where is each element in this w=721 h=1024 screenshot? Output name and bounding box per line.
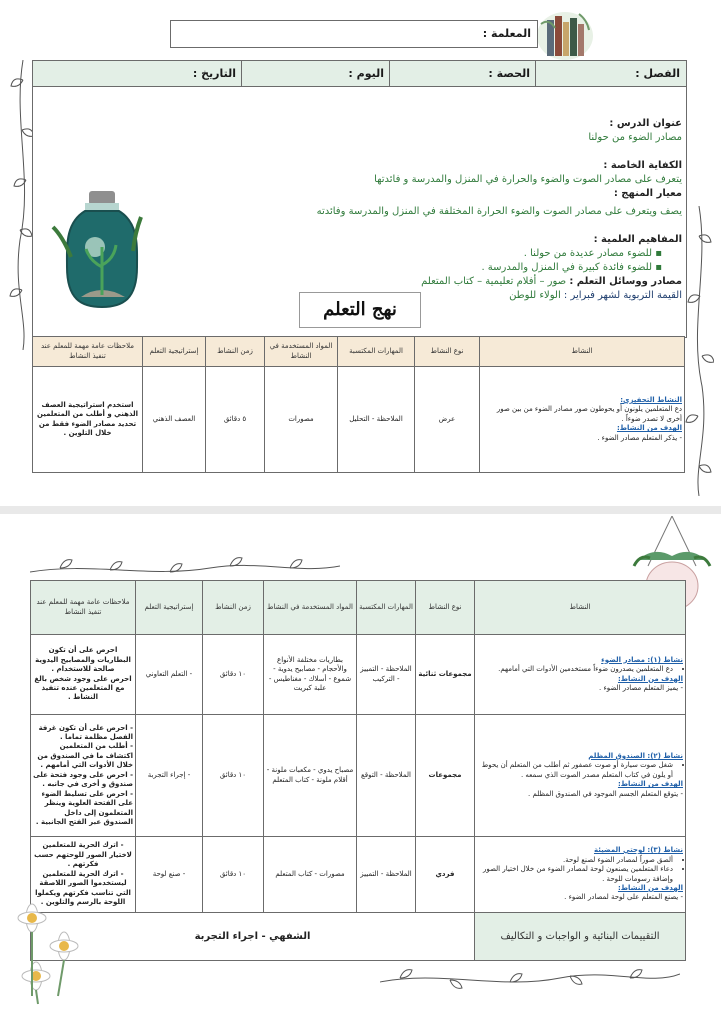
value-line — [162, 289, 682, 303]
vine-bottom-decoration-icon — [380, 956, 680, 996]
class-info-bar — [32, 60, 687, 88]
materials-cell: مصورات - كتاب المتعلم — [264, 837, 357, 913]
activity-cell — [475, 635, 686, 715]
vine-top-decoration-icon — [30, 556, 340, 580]
competency-text: يتعرف على مصادر الصوت والضوء والحرارة في المنزل والمدرسة و فائدتها — [374, 174, 682, 185]
notes-cell: استخدم استراتيجية العصف الذهني و أطلب من المتعلمين تحديد مصادر الضوء فقط من خلال التلوين . — [33, 367, 143, 473]
materials-cell: بطاريات مختلفة الأنواع والأحجام - مصابيح يدوية - شموع - أسلاك - مغناطيس - علبة كبريت — [264, 635, 357, 715]
note-line: احرص على أن تكون البطاريات والمصابيح اليدوية صالحة للاستخدام . — [35, 646, 131, 674]
col-materials: المواد المستخدمة في النشاط — [264, 581, 357, 635]
note-line: - اترك الحرية للمتعلمين ليستخدموا الصور اللاصقة التي تناسب فكرتهم ويكملوا اللوحة بالرسم والتلوين . — [35, 869, 131, 907]
strategy-cell: - صنع لوحة — [136, 837, 203, 913]
plant-jar-illustration-icon — [45, 187, 155, 312]
concept-item-2: ▪ للضوء فائدة كبيرة في المنزل والمدرسة . — [481, 262, 662, 273]
note-line: احرص على وجود شخص بالغ مع المتعلمين عنده تنفيذ النشاط . — [34, 674, 132, 702]
activity-title: نشاط (١): مصادر الضوء — [601, 655, 683, 664]
vine-right-decoration-icon — [684, 206, 714, 496]
day-label: اليوم : — [348, 67, 384, 80]
type-cell: مجموعات — [416, 715, 475, 837]
time-cell: ٥ دقائق — [206, 367, 265, 473]
table-row — [31, 837, 686, 913]
goal-label: الهدف من النشاط: — [617, 883, 683, 892]
table-row — [31, 715, 686, 837]
notes-cell — [31, 635, 136, 715]
strategy-cell: - التعلم التعاوني — [136, 635, 203, 715]
note-line: - اترك الحرية للمتعلمين لاختيار الصور للوحتهم حسب فكرتهم . — [34, 841, 132, 869]
materials-cell: مصباح يدوي - مكعبات ملونة - أقلام ملونة - كتاب المتعلم — [264, 715, 357, 837]
curriculum-label: معيار المنهج : — [613, 188, 682, 199]
skills-cell: الملاحظة - التحليل — [338, 367, 415, 473]
activity-title: نشاط (٢): الصندوق المظلم — [588, 751, 683, 760]
activity-line: • دع المتعلمين يصدرون ضوءاً مستخدمين الأدوات التي أمامهم. — [477, 665, 673, 674]
note-line: - احرص على تسليط الضوء على الفتحة العلوية وينظر المتعلمون إلى داخل الصندوق عبر الفتح الجانبية . — [35, 789, 133, 826]
activity-cell — [475, 715, 686, 837]
goal-label: الهدف من النشاط: — [616, 424, 682, 433]
time-cell: ١٠ دقائق — [203, 715, 264, 837]
goal-text: - يصنع المتعلم على لوحة لمصادر الضوء . — [564, 893, 683, 902]
period-label: الحصة : — [488, 67, 530, 80]
teacher-label: المعلمة : — [482, 27, 531, 40]
col-strategy: إستراتيجية التعلم — [143, 337, 206, 367]
table-row — [33, 367, 685, 473]
goal-label: الهدف من النشاط: — [617, 674, 683, 683]
time-cell: ١٠ دقائق — [203, 635, 264, 715]
table-row — [31, 635, 686, 715]
type-cell: عرض — [415, 367, 480, 473]
goal-text: - يميز المتعلم مصادر الضوء . — [599, 683, 683, 692]
col-time: زمن النشاط — [206, 337, 265, 367]
col-time: زمن النشاط — [203, 581, 264, 635]
assessment-row — [31, 913, 686, 961]
type-cell: فردي — [416, 837, 475, 913]
col-notes: ملاحظات عامة مهمة للمعلم عند تنفيذ النشاط — [33, 337, 143, 367]
col-activity: النشاط — [480, 337, 685, 367]
col-skills: المهارات المكتسبة — [338, 337, 415, 367]
col-type: نوع النشاط — [415, 337, 480, 367]
page-1 — [0, 0, 721, 506]
lesson-title-label: عنوان الدرس : — [609, 118, 682, 129]
curriculum-text: يصف ويتعرف على مصادر الصوت والضوء الحرارة المختلفة في المنزل والمدرسة وفائدته — [316, 206, 682, 217]
col-activity: النشاط — [475, 581, 686, 635]
type-cell: مجموعات ثنائية — [416, 635, 475, 715]
skills-cell: الملاحظة - التمييز — [357, 837, 416, 913]
lesson-details — [32, 86, 687, 338]
materials-cell: مصورات — [265, 367, 338, 473]
grade-label: الفصل : — [635, 67, 680, 80]
assessment-label: التقييمات البنائية و الواجبات و التكاليف — [475, 913, 686, 961]
assessment-value: الشفهي - اجراء التجربة — [31, 913, 475, 961]
resources-label: مصادر ووسائل التعلم : — [569, 276, 682, 287]
activity-line: • ألصق صوراً لمصادر الضوء لصنع لوحة. — [477, 856, 673, 865]
skills-cell: الملاحظة - التمييز - التركيب — [357, 635, 416, 715]
books-decoration-icon — [535, 4, 595, 62]
goal-label: الهدف من النشاط: — [617, 780, 683, 789]
competency-label: الكفاية الخاصة : — [603, 160, 682, 171]
activity-cell — [480, 367, 685, 473]
activity-line: • دعاء المتعلمين يصنعون لوحة لمصادر الضوء من خلال اختيار الصور وإضافة رسومات للوحة . — [477, 865, 673, 884]
strategy-cell: العصف الذهني — [143, 367, 206, 473]
col-skills: المهارات المكتسبة — [357, 581, 416, 635]
teacher-field[interactable] — [170, 20, 538, 48]
skills-cell: الملاحظة - التوقع — [357, 715, 416, 837]
daisy-flowers-decoration-icon — [2, 896, 92, 1006]
goal-text: - يتوقع المتعلم الجسم الموجود في الصندوق المظلم . — [528, 789, 683, 798]
activity-title: النشاط التحفيزي: — [620, 395, 682, 404]
resources-line — [162, 275, 682, 289]
col-type: نوع النشاط — [416, 581, 475, 635]
note-line: - احرص على وجود فتحة على صندوق و أخرى في جانبه . — [33, 770, 133, 789]
goal-text: - يذكر المتعلم مصادر الضوء . — [597, 433, 682, 442]
time-cell: ١٠ دقائق — [203, 837, 264, 913]
concept-item-1: ▪ للضوء مصادر عديدة من حولنا . — [523, 248, 662, 259]
note-line: - احرص على أن تكون غرفة الفصل مظلمة تماما . — [38, 723, 133, 742]
activity-table-1 — [32, 336, 685, 473]
activity-cell — [475, 837, 686, 913]
lesson-title: مصادر الضوء من حولنا — [588, 132, 682, 143]
col-notes: ملاحظات عامة مهمة للمعلم عند تنفيذ النشاط — [31, 581, 136, 635]
page-separator — [0, 506, 721, 514]
activity-text: دع المتعلمين يلونون أو يحوطون صور مصادر الضوء من بين صور أخرى لا تصدر ضوءاً . — [496, 405, 682, 423]
learning-approach-stamp: نهج التعلم — [299, 292, 421, 328]
concepts-label: المفاهيم العلمية : — [593, 234, 682, 245]
value-text: الولاء للوطن — [509, 290, 561, 301]
strategy-cell: - إجراء التجربة — [136, 715, 203, 837]
resources-text: صور – أفلام تعليمية – كتاب المتعلم — [421, 276, 567, 287]
notes-cell — [31, 715, 136, 837]
activity-table-2 — [30, 580, 686, 961]
page-2 — [0, 514, 721, 1024]
activity-title: نشاط (٣): لوحتي المضيئة — [593, 846, 683, 855]
col-materials: المواد المستخدمة في النشاط — [265, 337, 338, 367]
activity-line: • شغل صوت سيارة أو صوت عصفور ثم أطلب من المتعلم أن يحوط أو يلون في كتاب المتعلم مصدر الصوت الذي سمعه . — [477, 761, 673, 780]
value-label: القيمة التربوية لشهر فبراير : — [563, 290, 682, 301]
date-label: التاريخ : — [192, 67, 236, 80]
note-line: - أطلب من المتعلمين اكتشاف ما في الصندوق من خلال الأدوات التي أمامهم . — [37, 742, 133, 770]
col-strategy: إستراتيجية التعلم — [136, 581, 203, 635]
